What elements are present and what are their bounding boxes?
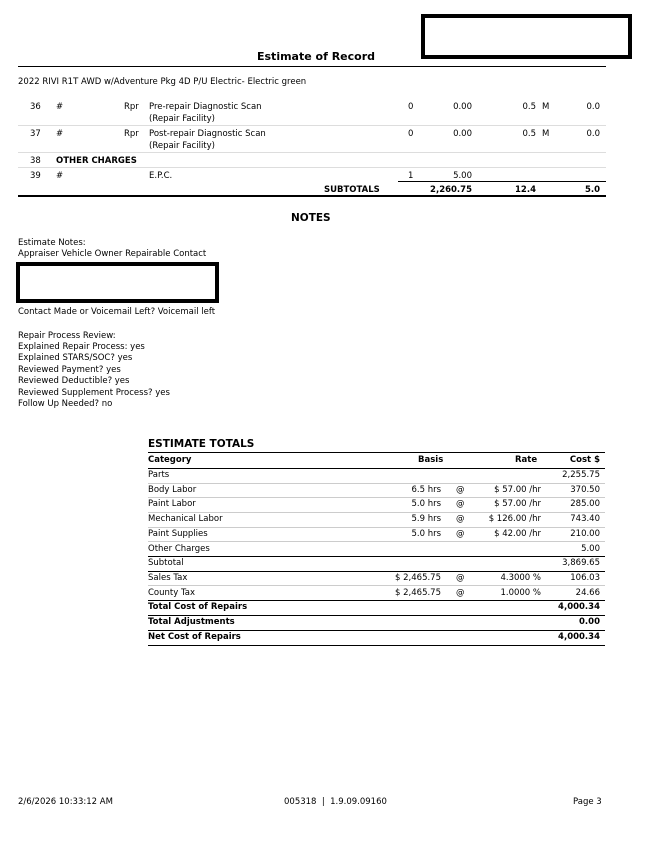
line-description: Pre-repair Diagnostic Scan: [149, 102, 262, 112]
totals-header-row: [148, 453, 605, 469]
totals-cost: 370.50: [570, 484, 600, 495]
line-labor: 0.5: [522, 129, 536, 139]
line-quantity: 0: [408, 102, 414, 112]
line-number: 38: [30, 156, 41, 166]
totals-rate: $ 57.00 /hr: [494, 484, 541, 495]
notes-line: Reviewed Supplement Process? yes: [18, 388, 170, 398]
total-adjustments-value: 0.00: [579, 617, 600, 627]
totals-at: @: [456, 514, 465, 525]
line-hash: #: [56, 102, 64, 112]
notes-line: Appraiser Vehicle Owner Repairable Contact: [18, 249, 207, 259]
line-hash: #: [56, 171, 64, 181]
net-cost-value: 4,000.34: [558, 632, 600, 642]
totals-at: @: [456, 572, 465, 583]
notes-line: Contact Made or Voicemail Left? Voicemail left: [18, 307, 216, 317]
totals-cost: 743.40: [570, 514, 600, 525]
row-divider: [18, 167, 606, 168]
notes-line: Explained STARS/SOC? yes: [18, 353, 133, 363]
totals-row: [148, 483, 605, 499]
notes-line: Reviewed Payment? yes: [18, 365, 121, 375]
subtotals-price: 2,260.75: [430, 185, 472, 195]
totals-category: Paint Supplies: [148, 528, 208, 539]
line-paint: 0.0: [586, 102, 600, 112]
line-operation: Rpr: [124, 102, 139, 112]
totals-category: Sales Tax: [148, 572, 188, 583]
totals-category: Body Labor: [148, 484, 197, 495]
totals-category: Parts: [148, 470, 170, 480]
totals-basis: 5.9 hrs: [411, 514, 441, 525]
footer-code: 005318 | 1.9.09.09160: [284, 797, 387, 807]
totals-rate: $ 42.00 /hr: [494, 528, 541, 539]
totals-category: Subtotal: [148, 558, 184, 569]
totals-category: Mechanical Labor: [148, 514, 223, 525]
totals-cost: 285.00: [570, 499, 600, 510]
net-cost-label: Net Cost of Repairs: [148, 632, 241, 642]
vehicle-description: 2022 RIVI R1T AWD w/Adventure Pkg 4D P/U Electric- Electric green: [18, 77, 307, 87]
totals-row: [148, 527, 605, 543]
totals-category: County Tax: [148, 587, 195, 598]
totals-row: [148, 556, 605, 572]
line-number: 37: [30, 129, 41, 139]
totals-at: @: [456, 587, 465, 598]
totals-category: Paint Labor: [148, 499, 196, 510]
line-labor-type: M: [542, 129, 550, 139]
subtotal-top-rule: [398, 181, 606, 182]
total-adjustments-row: [148, 615, 605, 631]
totals-at: @: [456, 484, 465, 495]
totals-cost: 106.03: [570, 572, 600, 583]
totals-row: [148, 571, 605, 587]
totals-cost: 3,869.65: [562, 558, 600, 569]
notes-line: Follow Up Needed? no: [18, 399, 113, 409]
totals-cost: 5.00: [581, 543, 600, 554]
line-quantity: 0: [408, 129, 414, 139]
line-number: 36: [30, 102, 41, 112]
totals-rate: $ 126.00 /hr: [488, 514, 541, 525]
line-description-note: (Repair Facility): [149, 114, 215, 124]
notes-line: Estimate Notes:: [18, 238, 86, 248]
header-category: Category: [148, 455, 192, 465]
row-divider: [18, 152, 606, 153]
totals-cost: 24.66: [575, 587, 600, 598]
line-description: E.P.C.: [149, 171, 173, 181]
footer-page: Page 3: [573, 797, 602, 807]
line-labor: 0.5: [522, 102, 536, 112]
totals-cost: 2,255.75: [562, 470, 600, 480]
total-cost-label: Total Cost of Repairs: [148, 602, 248, 612]
estimate-totals-title: ESTIMATE TOTALS: [148, 438, 255, 450]
subtotals-label: SUBTOTALS: [324, 185, 380, 195]
totals-basis: $ 2,465.75: [395, 587, 441, 598]
line-operation: Rpr: [124, 129, 139, 139]
totals-row: [148, 468, 605, 484]
redacted-header-box: [421, 14, 632, 59]
totals-cost: 210.00: [570, 528, 600, 539]
totals-rate: $ 57.00 /hr: [494, 499, 541, 510]
header-rate: Rate: [515, 455, 538, 465]
notes-line: Repair Process Review:: [18, 331, 116, 341]
line-paint: 0.0: [586, 129, 600, 139]
line-price: 0.00: [453, 102, 472, 112]
line-labor-type: M: [542, 102, 550, 112]
totals-basis: 5.0 hrs: [411, 528, 441, 539]
line-quantity: 1: [408, 171, 414, 181]
header-basis: Basis: [418, 455, 444, 465]
totals-basis: $ 2,465.75: [395, 572, 441, 583]
header-rule: [18, 66, 606, 67]
notes-title: NOTES: [291, 212, 331, 224]
line-description: Post-repair Diagnostic Scan: [149, 129, 266, 139]
totals-row: [148, 497, 605, 513]
totals-row: [148, 542, 605, 558]
totals-basis: 6.5 hrs: [411, 484, 441, 495]
total-cost-row: [148, 600, 605, 616]
net-cost-row: [148, 630, 605, 646]
total-cost-value: 4,000.34: [558, 602, 600, 612]
line-price: 0.00: [453, 129, 472, 139]
subtotals-labor: 12.4: [515, 185, 536, 195]
line-number: 39: [30, 171, 41, 181]
line-hash: #: [56, 129, 64, 139]
section-other-charges: OTHER CHARGES: [56, 156, 137, 166]
totals-rate: 1.0000 %: [500, 587, 541, 598]
totals-basis: 5.0 hrs: [411, 499, 441, 510]
totals-category: Other Charges: [148, 543, 210, 554]
subtotals-rule: [18, 195, 606, 197]
totals-rate: 4.3000 %: [500, 572, 541, 583]
footer-datetime: 2/6/2026 10:33:12 AM: [18, 797, 113, 807]
notes-line: Reviewed Deductible? yes: [18, 376, 130, 386]
total-adjustments-label: Total Adjustments: [148, 617, 235, 627]
totals-at: @: [456, 528, 465, 539]
header-cost: Cost $: [569, 455, 600, 465]
line-description-note: (Repair Facility): [149, 141, 215, 151]
totals-row: [148, 586, 605, 602]
totals-row: [148, 512, 605, 528]
totals-at: @: [456, 499, 465, 510]
page-title: Estimate of Record: [257, 50, 376, 63]
row-divider: [18, 125, 606, 126]
redacted-contact-box: [16, 262, 219, 303]
notes-line: Explained Repair Process: yes: [18, 342, 145, 352]
subtotals-paint: 5.0: [584, 185, 600, 195]
line-price: 5.00: [453, 171, 472, 181]
